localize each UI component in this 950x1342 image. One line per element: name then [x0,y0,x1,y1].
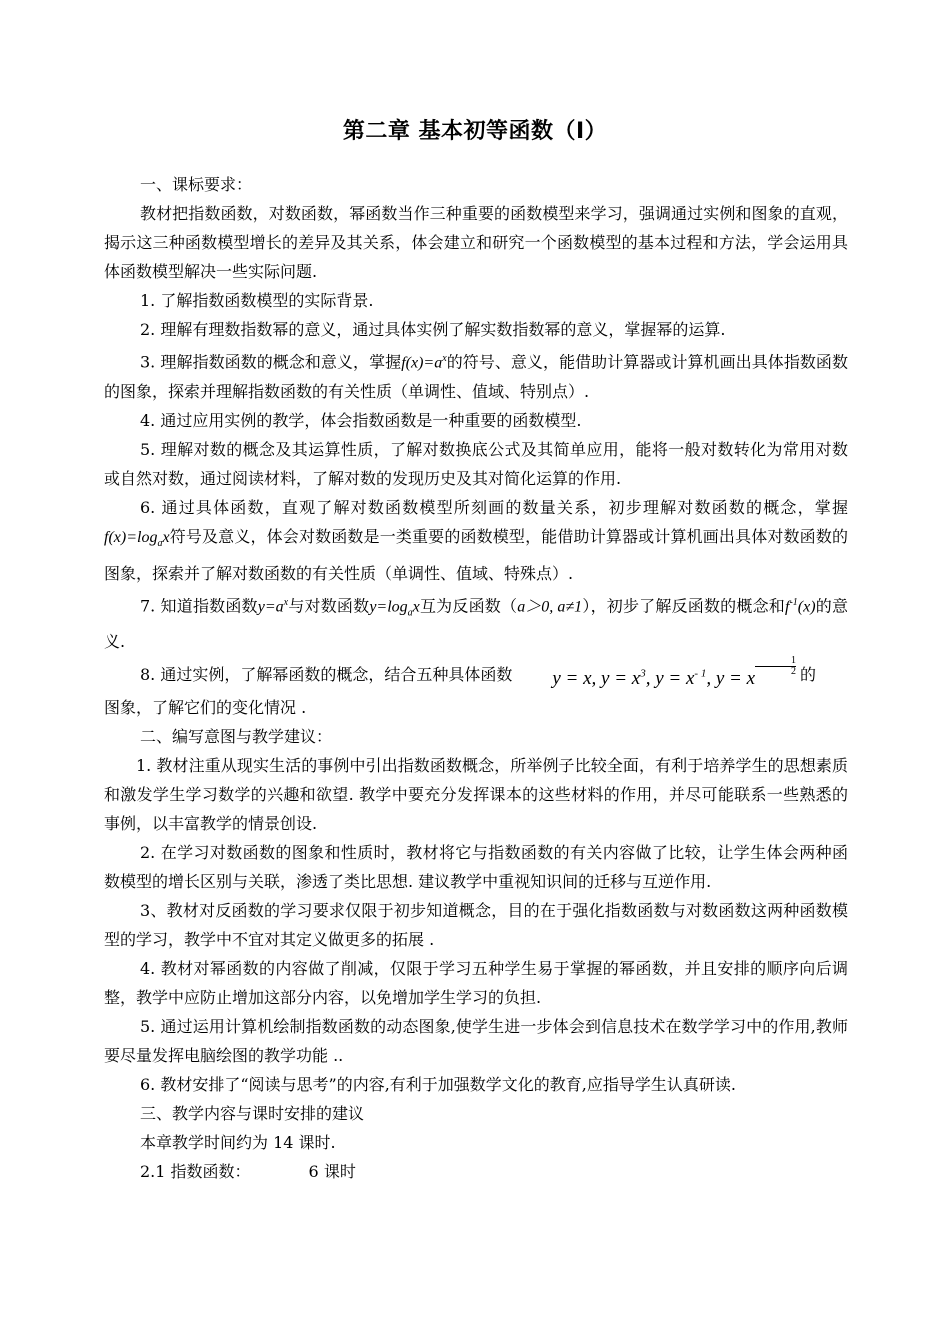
standard-item-5: 5. 理解对数的概念及其运算性质，了解对数换底公式及其简单应用，能将一般对数转化为常用对数或自然对数，通过阅读材料，了解对数的发现历史及其对简化运算的作用. [104,440,848,489]
item-text: 的符号、意义，能借助计算器或计算机画出具体指数函数的图象，探索并理解指数函数的有关性质（单调性、值域、特别点）. [104,352,848,402]
item-text: 的意义. [104,595,848,652]
formula-sup: 3 [640,667,646,680]
formula-part: y = x, y = x [552,668,641,690]
formula-sub: a [157,538,163,550]
formula-exp: f(x)=a [401,354,443,372]
formula-sub: a [407,607,413,619]
fraction-numerator: 1 [791,655,797,667]
schedule-row-1 [104,1157,848,1186]
formula-condition: a＞0, a≠1 [517,597,583,615]
item-text: 7. 知道指数函数 [140,595,258,615]
formula-sup: x [442,353,447,364]
item-text: 符号及意义，体会对数函数是一类重要的函数模型，能借助计算器或计算机画出具体对数函数的图象，探索并了解对数函数的有关性质（单调性、值域、特殊点）. [104,527,848,583]
item-text: 8. 通过实例，了解幂函数的概念，结合五种具体函数 [140,665,513,685]
schedule-label: 2.1 指数函数： [140,1162,251,1182]
item-text: 6. 通过具体函数，直观了解对数函数模型所刻画的数量关系，初步理解对数函数的概念，掌握 [140,498,848,518]
suggestion-item-6: 6. 教材安排了“阅读与思考”的内容,有利于加强数学文化的教育,应指导学生认真研读. [140,1075,736,1095]
standard-item-6 [104,493,848,587]
item-text: ），初步了解反函数的概念和 [582,595,785,615]
formula-part: , y = x [645,668,695,690]
item-text: 的 [800,665,817,685]
item-text: 互为反函数（ [419,595,518,615]
page-title: 第二章 基本初等函数（Ⅰ） [342,119,608,144]
paragraph-intro: 教材把指数函数，对数函数，幂函数当作三种重要的函数模型来学习，强调通过实例和图象的直观，揭示这三种函数模型增长的差异及其关系，体会建立和研究一个函数模型的基本过程和方法，学会运用具体函数模型解决一些实际问题. [104,204,848,281]
suggestion-item-3: 3、教材对反函数的学习要求仅限于初步知道概念，目的在于强化指数函数与对数函数这两种函数模型的学习，教学中不宜对其定义做更多的拓展 . [104,901,848,950]
item-text: 3. 理解指数函数的概念和意义，掌握 [140,352,402,372]
formula-exp: y=a [257,597,284,615]
formula-var: x [412,597,420,615]
standard-item-8-cont: 图象，了解它们的变化情况 . [104,698,307,718]
item-text: 与对数函数 [288,595,370,615]
fraction-denominator: 2 [755,666,796,677]
standard-item-2: 2. 理解有理数指数幂的意义，通过具体实例了解实数指数幂的意义，掌握幂的运算. [140,320,726,339]
formula-log: y=log [369,597,408,615]
formula-arg: (x) [797,597,816,615]
formula-inverse: f [784,597,790,615]
schedule-hours: 6 课时 [308,1162,356,1182]
suggestion-item-1: 1. 教材注重从现实生活的事例中引出指数函数概念，所举例子比较全面，有利于培养学生的思想素质和激发学生学习数学的兴趣和欲望. 教学中要充分发挥课本的这些材料的作用，并尽可能联系一些熟悉的事例，以丰富教学的情景创设. [104,756,848,834]
suggestion-item-4: 4. 教材对幂函数的内容做了削减，仅限于学习五种学生易于掌握的幂函数，并且安排的顺序向后调整，教学中应防止增加这部分内容，以免增加学生学习的负担. [104,959,848,1008]
formula-sup: - 1 [694,667,707,680]
schedule-total: 本章教学时间约为 14 课时. [140,1133,336,1153]
standard-item-3 [104,344,848,406]
formula-part: , y = x [706,668,756,690]
section-heading-standards: 一、课标要求： [140,175,253,194]
formula-var: x [162,529,170,547]
standard-item-8 [104,656,848,693]
suggestion-item-2: 2. 在学习对数函数的图象和性质时，教材将它与指数函数的有关内容做了比较，让学生体会两种函数模型的增长区别与关联，渗透了类比思想. 建议教学中重视知识间的迁移与互逆作用. [104,843,848,892]
document-body [104,170,848,1186]
formula-sup: x [283,596,289,608]
standard-item-1: 1. 了解指数函数模型的实际背景. [140,291,374,310]
formula-sup: -1 [789,596,798,608]
power-functions-formula [516,656,796,693]
section-heading-intent: 二、编写意图与教学建议： [140,727,333,747]
suggestion-item-5: 5. 通过运用计算机绘制指数函数的动态图象,使学生进一步体会到信息技术在数学学习中的作用,教师要尽量发挥电脑绘图的教学功能 .. [104,1017,848,1066]
fraction-exponent [755,656,796,677]
standard-item-7 [104,588,848,657]
standard-item-4: 4. 通过应用实例的教学，体会指数函数是一种重要的函数模型. [140,411,582,431]
formula-log: f(x)=log [104,529,158,547]
section-heading-schedule: 三、教学内容与课时安排的建议 [140,1104,365,1124]
